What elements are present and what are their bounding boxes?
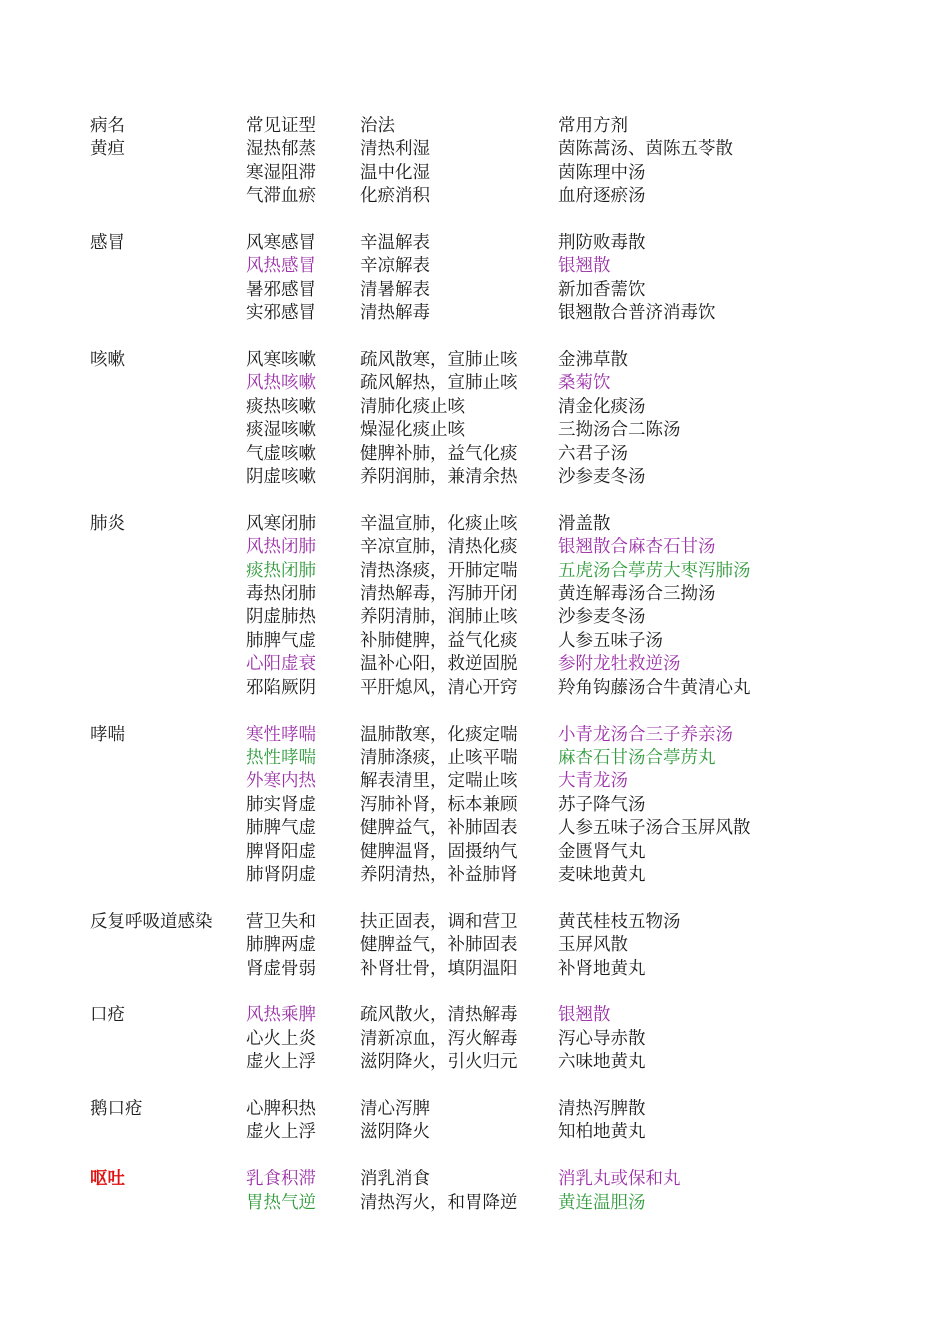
treatment-method: 清热涤痰，开肺定喘 xyxy=(360,560,518,581)
syndrome-pattern: 心脾积热 xyxy=(246,1098,316,1119)
header-row xyxy=(90,115,858,138)
treatment-method: 养阴润肺，兼清余热 xyxy=(360,467,518,488)
header-treatment: 治法 xyxy=(360,116,395,136)
treatment-method: 辛温解表 xyxy=(360,233,430,254)
formula-name: 桑菊饮 xyxy=(558,373,611,394)
syndrome-pattern: 虚火上浮 xyxy=(246,1052,316,1073)
formula-name: 茵陈蒿汤、茵陈五苓散 xyxy=(558,139,733,160)
disease-name: 哮喘 xyxy=(90,724,125,745)
group-spacer xyxy=(90,489,858,512)
table-row xyxy=(90,396,858,419)
table-row xyxy=(90,1098,858,1121)
treatment-method: 辛温宣肺，化痰止咳 xyxy=(360,513,518,534)
treatment-method: 温中化湿 xyxy=(360,162,430,183)
disease-name xyxy=(90,817,246,840)
syndrome-pattern: 肺脾两虚 xyxy=(246,935,316,956)
table-row xyxy=(90,911,858,934)
formula-name: 人参五味子汤合玉屏风散 xyxy=(558,818,751,839)
syndrome-pattern: 气滞血瘀 xyxy=(246,186,316,207)
treatment-method: 清肺涤痰，止咳平喘 xyxy=(360,747,518,768)
group-spacer xyxy=(90,887,858,910)
table-row xyxy=(90,934,858,957)
treatment-method: 滋阴降火，引火归元 xyxy=(360,1052,518,1073)
table-row xyxy=(90,560,858,583)
treatment-method: 补肺健脾，益气化痰 xyxy=(360,630,518,651)
formula-name: 黄连解毒汤合三拗汤 xyxy=(558,584,716,605)
formula-name: 五虎汤合葶苈大枣泻肺汤 xyxy=(558,560,751,581)
syndrome-pattern: 气虚咳嗽 xyxy=(246,443,316,464)
disease-name xyxy=(90,1028,246,1051)
formula-name: 滑盖散 xyxy=(558,513,611,534)
group-spacer xyxy=(90,326,858,349)
disease-name xyxy=(90,630,246,653)
table-row xyxy=(90,443,858,466)
table-row xyxy=(90,232,858,255)
treatment-method: 清热解毒 xyxy=(360,303,430,324)
formula-name: 清金化痰汤 xyxy=(558,396,646,417)
formula-name: 麻杏石甘汤合葶苈丸 xyxy=(558,747,716,768)
treatment-method: 泻肺补肾，标本兼顾 xyxy=(360,794,518,815)
disease-name xyxy=(90,606,246,629)
treatment-method: 清热利湿 xyxy=(360,139,430,160)
formula-name: 麦味地黄丸 xyxy=(558,864,646,885)
disease-name xyxy=(90,279,246,302)
syndrome-pattern: 肾虚骨弱 xyxy=(246,958,316,979)
table-row xyxy=(90,372,858,395)
formula-name: 金沸草散 xyxy=(558,350,628,371)
header-formula: 常用方剂 xyxy=(558,116,628,136)
treatment-method: 清暑解表 xyxy=(360,279,430,300)
treatment-method: 养阴清肺，润肺止咳 xyxy=(360,607,518,628)
treatment-method: 滋阴降火 xyxy=(360,1122,430,1143)
syndrome-pattern: 热性哮喘 xyxy=(246,747,316,768)
formula-name: 知柏地黄丸 xyxy=(558,1122,646,1143)
syndrome-pattern: 阴虚肺热 xyxy=(246,607,316,628)
group-spacer xyxy=(90,981,858,1004)
table-row xyxy=(90,513,858,536)
disease-name xyxy=(90,653,246,676)
table-row xyxy=(90,1004,858,1027)
formula-name: 小青龙汤合三子养亲汤 xyxy=(558,724,733,745)
treatment-method: 养阴清热，补益肺肾 xyxy=(360,864,518,885)
treatment-method: 辛凉宣肺，清热化痰 xyxy=(360,537,518,558)
treatment-method: 疏风散寒，宣肺止咳 xyxy=(360,350,518,371)
disease-name xyxy=(90,302,246,325)
disease-name xyxy=(90,255,246,278)
syndrome-pattern: 风寒闭肺 xyxy=(246,513,316,534)
treatment-method: 温肺散寒，化痰定喘 xyxy=(360,724,518,745)
formula-name: 参附龙牡救逆汤 xyxy=(558,654,681,675)
table-row xyxy=(90,864,858,887)
formula-name: 沙参麦冬汤 xyxy=(558,607,646,628)
treatment-method: 清心泻脾 xyxy=(360,1098,430,1119)
treatment-method: 扶正固表，调和营卫 xyxy=(360,911,518,932)
table-row xyxy=(90,794,858,817)
table-row xyxy=(90,770,858,793)
table-row xyxy=(90,1192,858,1215)
formula-name: 泻心导赤散 xyxy=(558,1028,646,1049)
table-row xyxy=(90,302,858,325)
treatment-method: 清新凉血，泻火解毒 xyxy=(360,1028,518,1049)
formula-name: 金匮肾气丸 xyxy=(558,841,646,862)
syndrome-pattern: 阴虚咳嗽 xyxy=(246,467,316,488)
syndrome-pattern: 风热咳嗽 xyxy=(246,373,316,394)
formula-name: 黄芪桂枝五物汤 xyxy=(558,911,681,932)
syndrome-pattern: 外寒内热 xyxy=(246,771,316,792)
formula-name: 茵陈理中汤 xyxy=(558,162,646,183)
group-spacer xyxy=(90,1075,858,1098)
syndrome-pattern: 营卫失和 xyxy=(246,911,316,932)
header-pattern: 常见证型 xyxy=(246,116,316,136)
formula-name: 荆防败毒散 xyxy=(558,233,646,254)
formula-name: 银翘散 xyxy=(558,1005,611,1026)
disease-name: 反复呼吸道感染 xyxy=(90,911,213,932)
disease-name xyxy=(90,466,246,489)
table-row xyxy=(90,1051,858,1074)
formula-name: 新加香薷饮 xyxy=(558,279,646,300)
group-spacer xyxy=(90,700,858,723)
syndrome-pattern: 毒热闭肺 xyxy=(246,584,316,605)
disease-name xyxy=(90,536,246,559)
table-row xyxy=(90,349,858,372)
syndrome-pattern: 乳食积滞 xyxy=(246,1169,316,1190)
disease-name xyxy=(90,841,246,864)
table-body xyxy=(90,115,858,1215)
table-row xyxy=(90,1028,858,1051)
syndrome-pattern: 胃热气逆 xyxy=(246,1192,316,1213)
disease-name: 咳嗽 xyxy=(90,350,125,371)
disease-name xyxy=(90,560,246,583)
syndrome-pattern: 肺实肾虚 xyxy=(246,794,316,815)
disease-name xyxy=(90,934,246,957)
syndrome-pattern: 暑邪感冒 xyxy=(246,279,316,300)
syndrome-pattern: 痰热咳嗽 xyxy=(246,396,316,417)
disease-name: 感冒 xyxy=(90,233,125,254)
table-row xyxy=(90,583,858,606)
disease-name: 鹅口疮 xyxy=(90,1098,143,1119)
group-spacer xyxy=(90,209,858,232)
disease-name xyxy=(90,747,246,770)
disease-name xyxy=(90,794,246,817)
syndrome-pattern: 痰湿咳嗽 xyxy=(246,420,316,441)
treatment-method: 疏风散火，清热解毒 xyxy=(360,1005,518,1026)
disease-name xyxy=(90,1051,246,1074)
syndrome-pattern: 风热闭肺 xyxy=(246,537,316,558)
syndrome-pattern: 寒湿阻滞 xyxy=(246,162,316,183)
treatment-method: 辛凉解表 xyxy=(360,256,430,277)
disease-name xyxy=(90,1121,246,1144)
table-row xyxy=(90,1168,858,1191)
group-spacer xyxy=(90,1145,858,1168)
treatment-method: 化瘀消积 xyxy=(360,186,430,207)
treatment-method: 清肺化痰止咳 xyxy=(360,396,465,417)
table-row xyxy=(90,1121,858,1144)
disease-name xyxy=(90,443,246,466)
treatment-method: 解表清里，定喘止咳 xyxy=(360,771,518,792)
formula-name: 沙参麦冬汤 xyxy=(558,467,646,488)
table-row xyxy=(90,747,858,770)
herbal-formula-table-sheet xyxy=(90,115,910,1215)
disease-name xyxy=(90,419,246,442)
table-row xyxy=(90,419,858,442)
table-row xyxy=(90,138,858,161)
header-disease: 病名 xyxy=(90,116,125,136)
disease-name xyxy=(90,583,246,606)
disease-name xyxy=(90,864,246,887)
syndrome-pattern: 肺肾阴虚 xyxy=(246,864,316,885)
table-row xyxy=(90,466,858,489)
formula-name: 黄连温胆汤 xyxy=(558,1192,646,1213)
syndrome-pattern: 邪陷厥阴 xyxy=(246,677,316,698)
formula-name: 银翘散合麻杏石甘汤 xyxy=(558,537,716,558)
treatment-method: 健脾补肺，益气化痰 xyxy=(360,443,518,464)
formula-name: 六味地黄丸 xyxy=(558,1052,646,1073)
disease-name: 呕吐 xyxy=(90,1169,125,1190)
syndrome-pattern: 寒性哮喘 xyxy=(246,724,316,745)
disease-name: 肺炎 xyxy=(90,513,125,534)
syndrome-pattern: 心火上炎 xyxy=(246,1028,316,1049)
treatment-method: 健脾益气，补肺固表 xyxy=(360,935,518,956)
formula-name: 清热泻脾散 xyxy=(558,1098,646,1119)
treatment-method: 补肾壮骨，填阴温阳 xyxy=(360,958,518,979)
syndrome-pattern: 风寒咳嗽 xyxy=(246,350,316,371)
table-row xyxy=(90,677,858,700)
treatment-method: 健脾益气，补肺固表 xyxy=(360,818,518,839)
formula-name: 银翘散 xyxy=(558,256,611,277)
syndrome-pattern: 痰热闭肺 xyxy=(246,560,316,581)
table-row xyxy=(90,653,858,676)
table-row xyxy=(90,279,858,302)
treatment-method: 健脾温肾，固摄纳气 xyxy=(360,841,518,862)
syndrome-pattern: 风热乘脾 xyxy=(246,1005,316,1026)
treatment-method: 疏风解热，宣肺止咳 xyxy=(360,373,518,394)
syndrome-pattern: 风寒感冒 xyxy=(246,233,316,254)
formula-name: 消乳丸或保和丸 xyxy=(558,1169,681,1190)
syndrome-pattern: 肺脾气虚 xyxy=(246,818,316,839)
table-row xyxy=(90,958,858,981)
table-row xyxy=(90,185,858,208)
formula-name: 银翘散合普济消毒饮 xyxy=(558,303,716,324)
disease-name xyxy=(90,677,246,700)
formula-name: 羚角钩藤汤合牛黄清心丸 xyxy=(558,677,751,698)
formula-name: 大青龙汤 xyxy=(558,771,628,792)
syndrome-pattern: 脾肾阳虚 xyxy=(246,841,316,862)
treatment-method: 燥湿化痰止咳 xyxy=(360,420,465,441)
syndrome-treatment-table xyxy=(90,115,858,1215)
disease-name xyxy=(90,372,246,395)
syndrome-pattern: 实邪感冒 xyxy=(246,303,316,324)
treatment-method: 消乳消食 xyxy=(360,1169,430,1190)
syndrome-pattern: 肺脾气虚 xyxy=(246,630,316,651)
disease-name xyxy=(90,770,246,793)
formula-name: 血府逐瘀汤 xyxy=(558,186,646,207)
table-row xyxy=(90,817,858,840)
table-row xyxy=(90,162,858,185)
table-row xyxy=(90,630,858,653)
syndrome-pattern: 虚火上浮 xyxy=(246,1122,316,1143)
formula-name: 玉屏风散 xyxy=(558,935,628,956)
disease-name xyxy=(90,1192,246,1215)
disease-name xyxy=(90,958,246,981)
treatment-method: 温补心阳，救逆固脱 xyxy=(360,654,518,675)
formula-name: 补肾地黄丸 xyxy=(558,958,646,979)
table-row xyxy=(90,724,858,747)
disease-name xyxy=(90,185,246,208)
syndrome-pattern: 风热感冒 xyxy=(246,256,316,277)
treatment-method: 平肝熄风，清心开窍 xyxy=(360,677,518,698)
table-row xyxy=(90,536,858,559)
syndrome-pattern: 湿热郁蒸 xyxy=(246,139,316,160)
treatment-method: 清热泻火，和胃降逆 xyxy=(360,1192,518,1213)
syndrome-pattern: 心阳虚衰 xyxy=(246,654,316,675)
disease-name xyxy=(90,162,246,185)
disease-name xyxy=(90,396,246,419)
formula-name: 六君子汤 xyxy=(558,443,628,464)
disease-name: 口疮 xyxy=(90,1005,125,1026)
formula-name: 人参五味子汤 xyxy=(558,630,663,651)
table-row xyxy=(90,255,858,278)
disease-name: 黄疸 xyxy=(90,139,125,160)
table-row xyxy=(90,841,858,864)
treatment-method: 清热解毒，泻肺开闭 xyxy=(360,584,518,605)
formula-name: 三拗汤合二陈汤 xyxy=(558,420,681,441)
formula-name: 苏子降气汤 xyxy=(558,794,646,815)
table-row xyxy=(90,606,858,629)
